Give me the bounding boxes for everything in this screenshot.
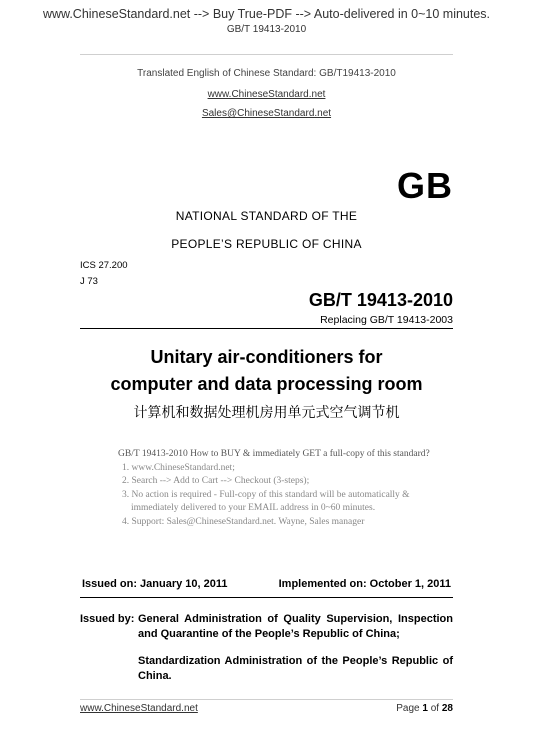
ics-code: ICS 27.200	[80, 260, 128, 271]
header-std-code: GB/T 19413-2010	[226, 24, 307, 35]
page-current: 1	[422, 703, 428, 714]
gb-logo: GB	[397, 165, 453, 206]
howto-box	[118, 448, 468, 529]
howto-step-3-cont: immediately delivered to your EMAIL address in 0~60 minutes.	[131, 503, 376, 513]
page-label: Page	[396, 703, 420, 714]
howto-heading: GB/T 19413-2010 How to BUY & immediately GET a full-copy of this standard?	[118, 449, 430, 459]
national-standard-line2: PEOPLE’S REPUBLIC OF CHINA	[171, 237, 362, 251]
howto-step-2: 2. Search --> Add to Cart --> Checkout (3-steps);	[122, 476, 310, 486]
howto-step-1[interactable]: 1. www.ChineseStandard.net;	[122, 462, 235, 473]
main-divider	[80, 328, 453, 329]
implemented-on-date: Implemented on: October 1, 2011	[278, 578, 451, 590]
issued-on-date: Issued on: January 10, 2011	[82, 578, 228, 590]
dates-divider	[80, 597, 453, 598]
page-number	[396, 703, 453, 714]
page-total: 28	[441, 703, 453, 714]
ccs-code: J 73	[80, 276, 98, 287]
footer-link[interactable]: www.ChineseStandard.net	[80, 703, 198, 714]
issued-by-org-2: Standardization Administration of the People’s Republic of China.	[138, 655, 453, 682]
howto-step-3: 3. No action is required - Full-copy of this standard will be automatically &	[122, 489, 410, 500]
title-line1: Unitary air-conditioners for	[150, 347, 383, 367]
issued-by-org-1: General Administration of Quality Supervision, Inspection and Quarantine of the People’s Republic of China;	[138, 613, 453, 640]
email-link[interactable]: Sales@ChineseStandard.net	[201, 108, 332, 119]
issued-by-block	[80, 612, 453, 684]
national-standard-line1: NATIONAL STANDARD OF THE	[175, 209, 358, 223]
standard-number: GB/T 19413-2010	[308, 290, 453, 310]
website-link[interactable]: www.ChineseStandard.net	[207, 89, 326, 100]
howto-step-4: 4. Support: Sales@ChineseStandard.net. Wayne, Sales manager	[122, 516, 365, 527]
footer-divider	[80, 699, 453, 700]
header-divider	[80, 54, 453, 55]
issued-by-label: Issued by:	[80, 613, 135, 625]
title-line2: computer and data processing room	[110, 374, 423, 394]
page-of: of	[430, 703, 440, 714]
replacing-standard: Replacing GB/T 19413-2003	[320, 314, 453, 326]
title-chinese: 计算机和数据处理机房用单元式空气调节机	[133, 404, 400, 420]
translated-line: Translated English of Chinese Standard: GB/T19413-2010	[137, 68, 396, 79]
top-banner: www.ChineseStandard.net --> Buy True-PDF --> Auto-delivered in 0~10 minutes.	[42, 7, 491, 21]
